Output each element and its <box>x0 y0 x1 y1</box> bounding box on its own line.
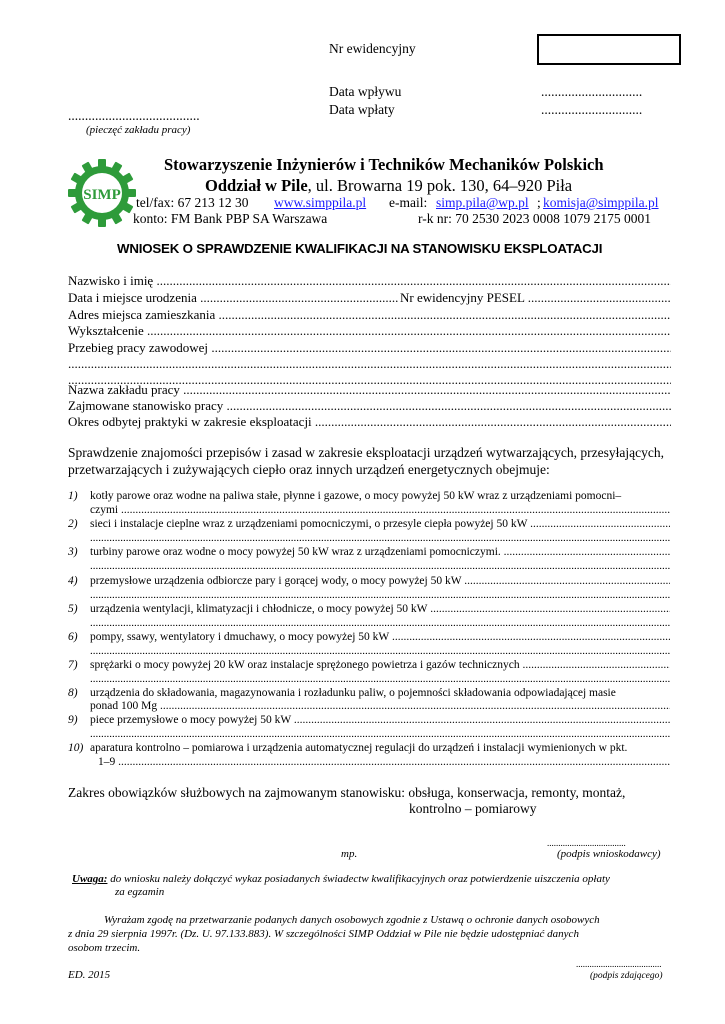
data-wplaty-label: Data wpłaty <box>329 102 395 117</box>
field-stanowisko[interactable] <box>68 398 671 414</box>
scope-item-9-num: 9) <box>68 714 78 726</box>
org-branch <box>205 176 572 196</box>
simp-gear-icon <box>66 157 138 229</box>
org-telfax: tel/fax: 67 213 12 30 <box>136 195 249 210</box>
scope-item-9-extra[interactable] <box>90 728 670 740</box>
field-zaklad-label: Nazwa zakładu pracy <box>68 382 180 397</box>
scope-item-3-line[interactable] <box>90 546 670 558</box>
candidate-signature-caption: (podpis zdającego) <box>590 971 663 981</box>
stamp-caption: (pieczęć zakładu pracy) <box>86 124 191 136</box>
scope-item-1-num: 1) <box>68 490 78 502</box>
scope-item-6-extra[interactable] <box>90 645 670 657</box>
field-stanowisko-label: Zajmowane stanowisko pracy <box>68 398 224 413</box>
data-wplaty-field[interactable]: .............................. <box>541 102 643 117</box>
scope-item-1-cont: czymi <box>90 504 119 516</box>
org-branch-address: , ul. Browarna 19 pok. 130, 64–920 Piła <box>307 176 573 195</box>
uwaga-text: do wniosku należy dołączyć wykaz posiadanych świadectw kwalifikacyjnych oraz potwierdzenie uiszczenia opłaty <box>107 873 610 885</box>
data-wplywu-field[interactable]: .............................. <box>541 84 643 99</box>
field-przebieg-label: Przebieg pracy zawodowej <box>68 340 209 355</box>
scope-item-5-num: 5) <box>68 603 78 615</box>
org-www-link[interactable]: www.simppila.pl <box>274 195 367 210</box>
scope-item-8-line[interactable] <box>90 700 670 712</box>
scope-item-4-extra[interactable] <box>90 589 670 601</box>
field-pesel-label: Nr ewidencyjny PESEL <box>400 290 525 305</box>
stamp-dots[interactable]: ....................................... <box>68 108 200 123</box>
scope-item-2-text: sieci i instalacje cieplne wraz z urządzeniami pomocniczymi, o przesyle ciepła powyżej 50 kW <box>90 518 528 530</box>
scope-item-8-num: 8) <box>68 687 78 699</box>
org-branch-bold: Oddział w Pile <box>205 176 308 195</box>
nr-ewidencyjny-box[interactable] <box>537 34 681 65</box>
scope-item-3-num: 3) <box>68 546 78 558</box>
scope-item-10-line[interactable] <box>98 756 670 768</box>
field-nazwisko[interactable] <box>68 273 671 289</box>
scope-item-10-num: 10) <box>68 742 84 754</box>
field-pesel[interactable] <box>400 290 671 306</box>
org-email-separator: ; <box>537 195 541 210</box>
scope-item-1-line[interactable] <box>90 504 670 516</box>
mp-label: mp. <box>341 848 358 860</box>
field-wyksztalcenie-label: Wykształcenie <box>68 323 144 338</box>
field-wyksztalcenie[interactable] <box>68 323 671 339</box>
org-email2-link[interactable]: komisja@simppila.pl <box>543 195 659 210</box>
scope-item-10-cont: 1–9 <box>98 756 116 768</box>
form-title: WNIOSEK O SPRAWDZENIE KWALIFIKACJI NA STANOWISKU EKSPLOATACJI <box>117 241 603 256</box>
intro-line1: Sprawdzenie znajomości przepisów i zasad w zakresie eksploatacji urządzeń wytwarzających, przesyłających, <box>68 445 664 460</box>
uwaga-label: Uwaga: <box>72 873 108 885</box>
scope-item-3-extra[interactable] <box>90 560 670 572</box>
field-przebieg-line2[interactable] <box>68 356 671 372</box>
scope-item-4-text: przemysłowe urządzenia odbiorcze pary i gorącej wody, o mocy powyżej 50 kW <box>90 575 462 587</box>
org-name: Stowarzyszenie Inżynierów i Techników Mechaników Polskich <box>164 155 604 174</box>
duties-line2: kontrolno – pomiarowy <box>409 801 537 816</box>
field-okres[interactable] <box>68 414 671 430</box>
scope-item-9-line[interactable] <box>90 714 670 726</box>
consent-line3: osobom trzecim. <box>68 942 141 954</box>
scope-item-4-line[interactable] <box>90 575 670 587</box>
field-data-miejsce-label: Data i miejsce urodzenia <box>68 290 197 305</box>
field-data-miejsce[interactable] <box>68 290 398 306</box>
simp-logo <box>66 157 138 229</box>
uwaga-cont: za egzamin <box>115 886 165 898</box>
data-wplywu-label: Data wpływu <box>329 84 402 99</box>
nr-ewidencyjny-label: Nr ewidencyjny <box>329 41 416 56</box>
scope-item-9-text: piece przemysłowe o mocy powyżej 50 kW <box>90 714 291 726</box>
scope-item-5-text: urządzenia wentylacji, klimatyzacji i chłodnicze, o mocy powyżej 50 kW <box>90 603 428 615</box>
consent-line2: z dnia 29 sierpnia 1997r. (Dz. U. 97.133.883). W szczególności SIMP Oddział w Pile nie będzie udostępniać danych <box>68 928 579 940</box>
org-konto: konto: FM Bank PBP SA Warszawa <box>133 211 328 226</box>
scope-item-6-num: 6) <box>68 631 78 643</box>
scope-item-6-line[interactable] <box>90 631 670 643</box>
field-zaklad[interactable] <box>68 382 671 398</box>
scope-item-7-text: sprężarki o mocy powyżej 20 kW oraz instalacje sprężonego powietrza i gazów technicznych <box>90 659 520 671</box>
intro-line2: przetwarzających i zużywających ciepło oraz innych urządzeń energetycznych obejmuje: <box>68 462 550 477</box>
scope-item-4-num: 4) <box>68 575 78 587</box>
org-email1-link[interactable]: simp.pila@wp.pl <box>436 195 529 210</box>
field-adres-label: Adres miejsca zamieszkania <box>68 307 216 322</box>
scope-item-7-line[interactable] <box>90 659 670 671</box>
org-email-label: e-mail: <box>389 195 428 210</box>
scope-item-2-num: 2) <box>68 518 78 530</box>
uwaga-note <box>72 873 610 885</box>
field-okres-label: Okres odbytej praktyki w zakresie eksploatacji <box>68 414 312 429</box>
scope-item-2-line[interactable] <box>90 518 670 530</box>
edition-label: ED. 2015 <box>68 969 111 981</box>
scope-item-3-text: turbiny parowe oraz wodne o mocy powyżej 50 kW wraz z urządzeniami pomocniczymi. <box>90 546 501 558</box>
scope-item-8-text: urządzenia do składowania, magazynowania i rozładunku paliw, o pojemności składowania odpowiadającej masie <box>90 687 616 699</box>
org-rk: r-k nr: 70 2530 2023 0008 1079 2175 0001 <box>418 211 651 226</box>
applicant-signature-line[interactable]: ................................... <box>547 838 626 848</box>
consent-line1: Wyrażam zgodę na przetwarzanie podanych danych osobowych zgodnie z Ustawą o ochronie danych osobowych <box>104 914 600 926</box>
scope-item-7-num: 7) <box>68 659 78 671</box>
field-przebieg[interactable] <box>68 340 671 356</box>
scope-item-2-extra[interactable] <box>90 532 670 544</box>
field-nazwisko-label: Nazwisko i imię <box>68 273 154 288</box>
scope-item-1-text: kotły parowe oraz wodne na paliwa stałe, płynne i gazowe, o mocy powyżej 50 kW wraz z urządzeniami pomocni– <box>90 490 622 502</box>
candidate-signature-line[interactable]: ...................................... <box>576 959 662 969</box>
svg-text:SIMP: SIMP <box>83 187 121 203</box>
scope-item-5-line[interactable] <box>90 603 670 615</box>
field-adres[interactable] <box>68 307 671 323</box>
scope-item-5-extra[interactable] <box>90 617 670 629</box>
applicant-signature-caption: (podpis wnioskodawcy) <box>557 848 661 860</box>
duties-line1: Zakres obowiązków służbowych na zajmowanym stanowisku: obsługa, konserwacja, remonty, montaż, <box>68 785 626 800</box>
scope-item-10-text: aparatura kontrolno – pomiarowa i urządzenia automatycznej regulacji do urządzeń i instalacji wymienionych w pkt. <box>90 742 628 754</box>
scope-item-6-text: pompy, ssawy, wentylatory i dmuchawy, o mocy powyżej 50 kW <box>90 631 390 643</box>
scope-item-7-extra[interactable] <box>90 673 670 685</box>
scope-item-8-cont: ponad 100 Mg <box>90 700 158 712</box>
